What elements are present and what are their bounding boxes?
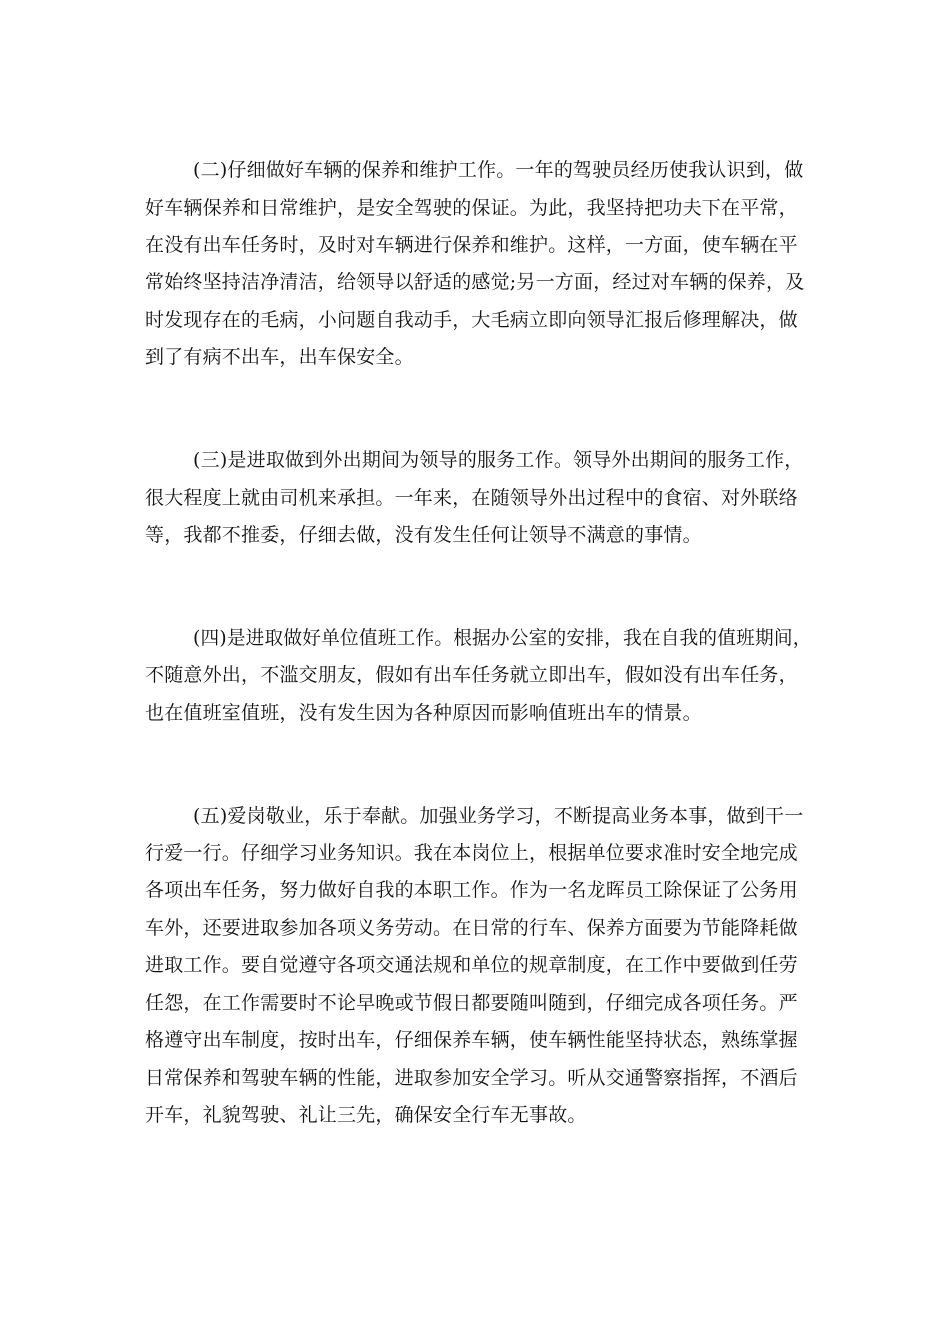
paragraph-line: 各项出车任务，努力做好自我的本职工作。作为一名龙晖员工除保证了公务用 — [145, 879, 798, 901]
paragraph-line: (二)仔细做好车辆的保养和维护工作。一年的驾驶员经历使我认识到，做 — [193, 159, 804, 181]
paragraph-line: 在没有出车任务时，及时对车辆进行保养和维护。这样，一方面，使车辆在平 — [145, 234, 798, 256]
paragraph-line: 好车辆保养和日常维护，是安全驾驶的保证。为此，我坚持把功夫下在平常， — [145, 197, 798, 219]
paragraph-line: 格遵守出车制度，按时出车，仔细保养车辆，使车辆性能坚持状态，熟练掌握 — [145, 1029, 798, 1051]
paragraph-line: 等，我都不推委，仔细去做，没有发生任何让领导不满意的事情。 — [145, 524, 702, 546]
paragraph-line: 很大程度上就由司机来承担。一年来，在随领导外出过程中的食宿、对外联络 — [145, 487, 798, 509]
paragraph-line: 时发现存在的毛病，小问题自我动手，大毛病立即向领导汇报后修理解决，做 — [145, 309, 798, 331]
paragraph-line: 不随意外出，不滥交朋友，假如有出车任务就立即出车，假如没有出车任务， — [145, 664, 798, 686]
paragraph-line: (五)爱岗敬业，乐于奉献。加强业务学习，不断提高业务本事，做到干一 — [193, 805, 804, 827]
paragraph-line: 进取工作。要自觉遵守各项交通法规和单位的规章制度，在工作中要做到任劳 — [145, 954, 798, 976]
paragraph-line: 日常保养和驾驶车辆的性能，进取参加安全学习。听从交通警察指挥，不酒后 — [145, 1067, 798, 1089]
paragraph-line: 任怨，在工作需要时不论早晚或节假日都要随叫随到，仔细完成各项任务。严 — [145, 992, 798, 1014]
paragraph-line: 车外，还要进取参加各项义务劳动。在日常的行车、保养方面要为节能降耗做 — [145, 917, 798, 939]
paragraph-line: (三)是进取做到外出期间为领导的服务工作。领导外出期间的服务工作， — [193, 449, 804, 471]
paragraph-line: 也在值班室值班，没有发生因为各种原因而影响值班出车的情景。 — [145, 702, 702, 724]
paragraph-line: 行爱一行。仔细学习业务知识。我在本岗位上，根据单位要求准时安全地完成 — [145, 842, 798, 864]
paragraph-line: (四)是进取做好单位值班工作。根据办公室的安排，我在自我的值班期间， — [193, 627, 812, 649]
paragraph-line: 常始终坚持洁净清洁，给领导以舒适的感觉;另一方面，经过对车辆的保养，及 — [145, 271, 805, 293]
paragraph-line: 开车，礼貌驾驶、礼让三先，确保安全行车无事故。 — [145, 1104, 587, 1126]
paragraph-line: 到了有病不出车，出车保安全。 — [145, 346, 414, 368]
